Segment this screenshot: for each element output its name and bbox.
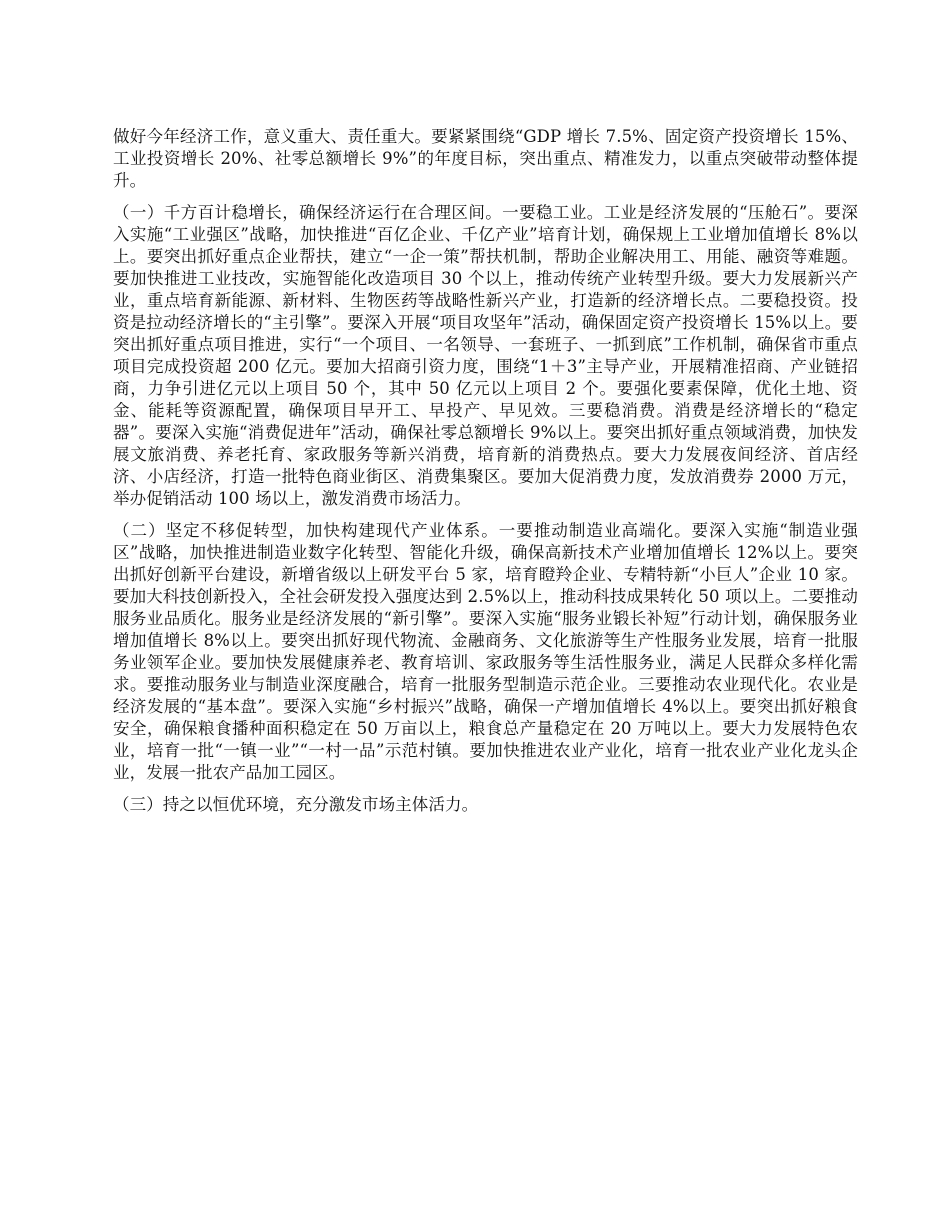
section-three-heading: （三）持之以恒优环境，充分激发市场主体活力。 xyxy=(113,795,479,814)
document-body xyxy=(113,126,858,826)
section-two-paragraph: （二）坚定不移促转型，加快构建现代产业体系。一要推动制造业高端化。要深入实施“制造业强区”战略，加快推进制造业数字化转型、智能化升级，确保高新技术产业增加值增长 12%以上。要突出抓好创新平台建设，新增省级以上研发平台 5 家，培育瞪羚企业、专精特新“小巨人”企业 10 家。要加大科技创新投入，全社会研发投入强度达到 2.5%以上，推动科技成果转化 50 项以上。二要推动服务业品质化。服务业是经济发展的“新引擎”。要深入实施“服务业锻长补短”行动计划，确保服务业增加值增长 8%以上。要突出抓好现代物流、金融商务、文化旅游等生产性服务业发展，培育一批服务业领军企业。要加快发展健康养老、教育培训、家政服务等生活性服务业，满足人民群众多样化需求。要推动服务业与制造业深度融合，培育一批服务型制造示范企业。三要推动农业现代化。农业是经济发展的“基本盘”。要深入实施“乡村振兴”战略，确保一产增加值增长 4%以上。要突出抓好粮食安全，确保粮食播种面积稳定在 50 万亩以上，粮食总产量稳定在 20 万吨以上。要大力发展特色农业，培育一批“一镇一业”“一村一品”示范村镇。要加快推进农业产业化，培育一批农业产业化龙头企业，发展一批农产品加工园区。 xyxy=(113,521,858,782)
section-one-paragraph: （一）千方百计稳增长，确保经济运行在合理区间。一要稳工业。工业是经济发展的“压舱石”。要深入实施“工业强区”战略，加快推进“百亿企业、千亿产业”培育计划，确保规上工业增加值增长 8%以上。要突出抓好重点企业帮扶，建立“一企一策”帮扶机制，帮助企业解决用工、用能、融资等难题。要加快推进工业技改，实施智能化改造项目 30 个以上，推动传统产业转型升级。要大力发展新兴产业，重点培育新能源、新材料、生物医药等战略性新兴产业，打造新的经济增长点。二要稳投资。投资是拉动经济增长的“主引擎”。要深入开展“项目攻坚年”活动，确保固定资产投资增长 15%以上。要突出抓好重点项目推进，实行“一个项目、一名领导、一套班子、一抓到底”工作机制，确保省市重点项目完成投资超 200 亿元。要加大招商引资力度，围绕“1＋3”主导产业，开展精准招商、产业链招商，力争引进亿元以上项目 50 个，其中 50 亿元以上项目 2 个。要强化要素保障，优化土地、资金、能耗等资源配置，确保项目早开工、早投产、早见效。三要稳消费。消费是经济增长的“稳定器”。要深入实施“消费促进年”活动，确保社零总额增长 9%以上。要突出抓好重点领域消费，加快发展文旅消费、养老托育、家政服务等新兴消费，培育新的消费热点。要大力发展夜间经济、首店经济、小店经济，打造一批特色商业街区、消费集聚区。要加大促消费力度，发放消费券 2000 万元，举办促销活动 100 场以上，激发消费市场活力。 xyxy=(113,203,858,508)
intro-paragraph: 做好今年经济工作，意义重大、责任重大。要紧紧围绕“GDP 增长 7.5%、固定资产投资增长 15%、工业投资增长 20%、社零总额增长 9%”的年度目标，突出重点、精准发力，以重点突破带动整体提升。 xyxy=(113,127,858,190)
